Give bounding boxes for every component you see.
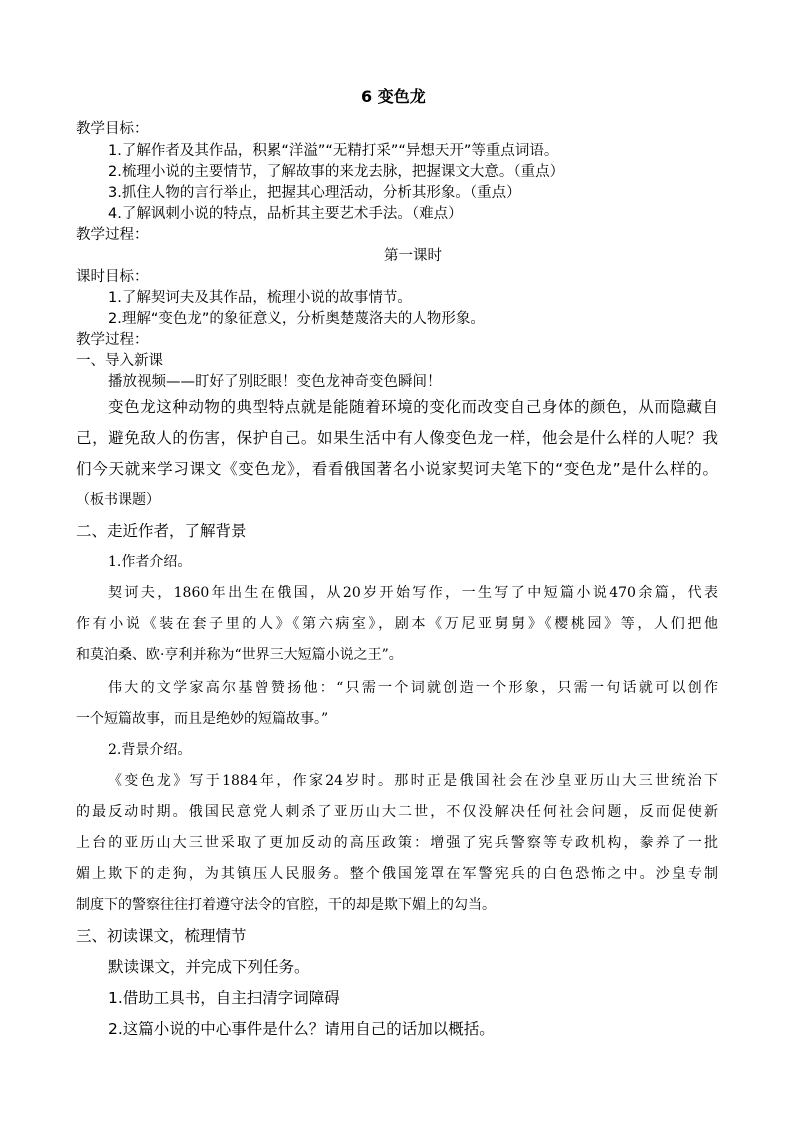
background-paragraph-line: 制度下的警察往往打着遵守法令的官腔，干的却是欺下媚上的勾当。 — [76, 897, 496, 913]
video-line: 播放视频——盯好了别眨眼！变色龙神奇变色瞬间！ — [108, 374, 442, 390]
subsection-heading: 1.作者介绍。 — [108, 554, 192, 570]
author-paragraph-line: 和莫泊桑、欧·亨利并称为“世界三大短篇小说之王”。 — [76, 647, 403, 663]
process-heading-2: 教学过程： — [76, 332, 149, 348]
objective-item: 4.了解讽刺小说的特点，品析其主要艺术手法。（难点） — [108, 206, 463, 222]
lesson-objective-item: 1.了解契诃夫及其作品，梳理小说的故事情节。 — [108, 290, 412, 306]
author-paragraph-line: 契诃夫，1860年出生在俄国，从20岁开始写作，一生写了中短篇小说470余篇，代表 — [108, 585, 718, 601]
lesson-objectives-heading: 课时目标： — [76, 269, 149, 285]
board-note: （板书课题） — [76, 492, 160, 508]
section-heading: 三、初读课文，梳理情节 — [76, 927, 247, 945]
subsection-heading: 2.背景介绍。 — [108, 742, 192, 758]
intro-paragraph-line: 己，避免敌人的伤害，保护自己。如果生活中有人像变色龙一样，他会是什么样的人呢？我 — [76, 429, 718, 447]
page-title: 6 变色龙 — [361, 87, 426, 106]
task-item: 2.这篇小说的中心事件是什么？请用自己的话加以概括。 — [108, 1020, 495, 1038]
quote-paragraph-line: 一个短篇故事，而且是绝妙的短篇故事。” — [76, 711, 329, 727]
background-paragraph-line: 上台的亚历山大三世采取了更加反动的高压政策：增强了宪兵警察等专政机构，豢养了一批 — [76, 835, 718, 851]
author-paragraph-line: 作有小说《装在套子里的人》《第六病室》，剧本《万尼亚舅舅》《樱桃园》等，人们把他 — [76, 616, 718, 632]
lesson-title: 第一课时 — [384, 248, 442, 264]
quote-paragraph-line: 伟大的文学家高尔基曾赞扬他：“只需一个词就创造一个形象，只需一句话就可以创作 — [108, 680, 718, 696]
task-intro: 默读课文，并完成下列任务。 — [108, 958, 310, 976]
task-item: 1.借助工具书，自主扫清字词障碍 — [108, 989, 340, 1007]
background-paragraph-line: 《变色龙》写于1884年，作家24岁时。那时正是俄国社会在沙皇亚历山大三世统治下 — [108, 773, 718, 789]
intro-paragraph-line: 们今天就来学习课文《变色龙》，看看俄国著名小说家契诃夫笔下的“变色龙”是什么样的。 — [76, 460, 718, 478]
objective-item: 3.抓住人物的言行举止，把握其心理活动，分析其形象。（重点） — [108, 185, 521, 201]
intro-paragraph-line: 变色龙这种动物的典型特点就是能随着环境的变化而改变自己身体的颜色，从而隐藏自 — [108, 398, 718, 416]
objective-item: 2.梳理小说的主要情节，了解故事的来龙去脉，把握课文大意。（重点） — [108, 164, 565, 180]
objective-item: 1.了解作者及其作品，积累“洋溢”“无精打采”“异想天开”等重点词语。 — [108, 143, 559, 159]
objectives-heading: 教学目标： — [76, 121, 149, 137]
lesson-objective-item: 2.理解“变色龙”的象征意义，分析奥楚蔑洛夫的人物形象。 — [108, 311, 485, 327]
background-paragraph-line: 的最反动时期。俄国民意党人刺杀了亚历山大二世，不仅没解决任何社会问题，反而促使新 — [76, 804, 718, 820]
section-heading: 二、走近作者，了解背景 — [76, 522, 247, 540]
process-heading: 教学过程： — [76, 227, 149, 243]
section-heading: 一、导入新课 — [76, 353, 163, 369]
background-paragraph-line: 媚上欺下的走狗，为其镇压人民服务。整个俄国笼罩在军警宪兵的白色恐怖之中。沙皇专制 — [76, 866, 718, 882]
